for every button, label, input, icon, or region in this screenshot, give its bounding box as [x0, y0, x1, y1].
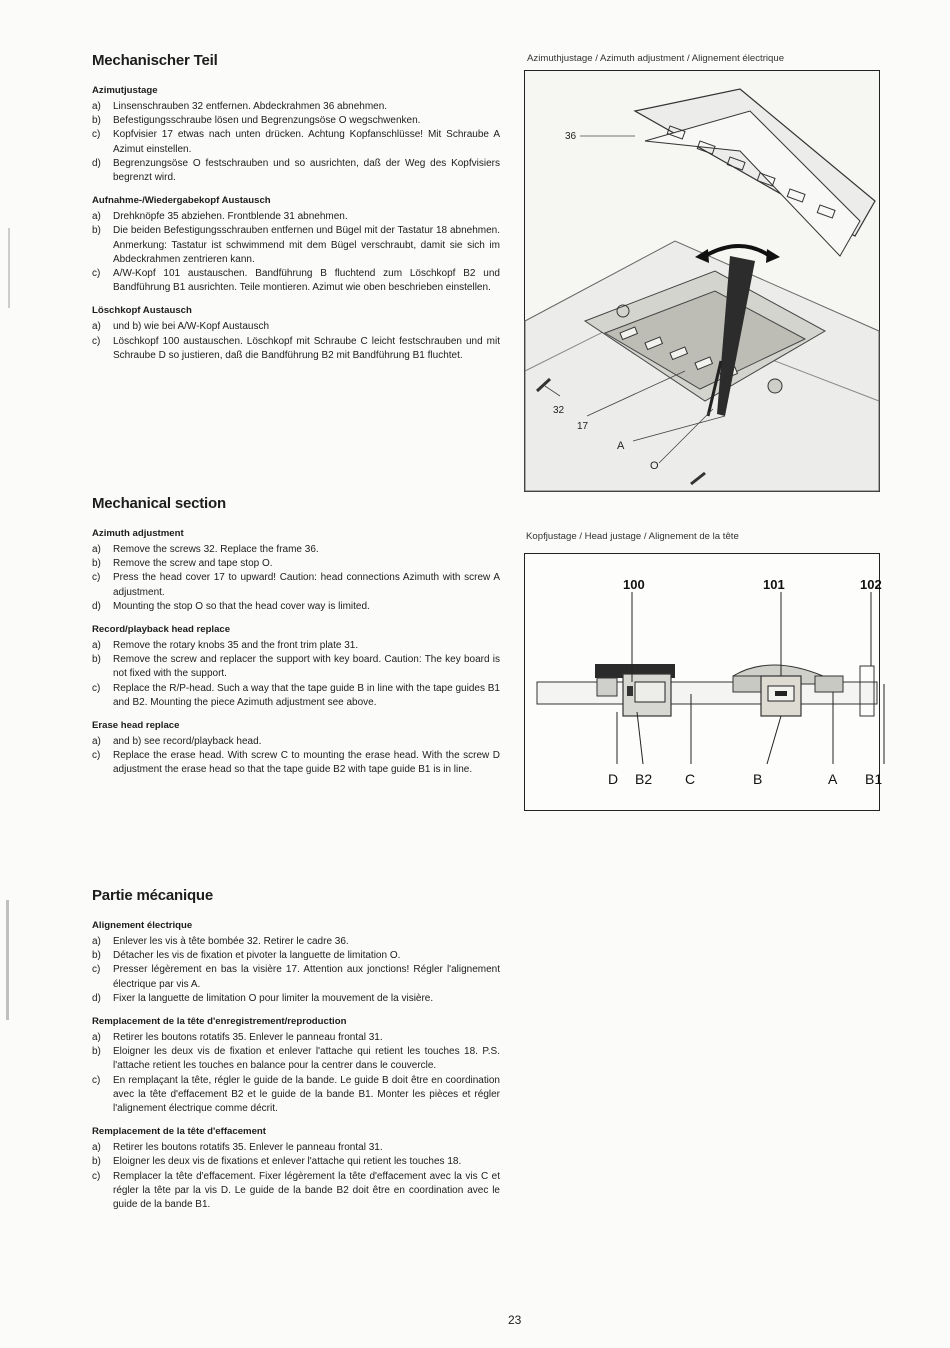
step-item [92, 100, 500, 114]
subsection-heading: Erase head replace [92, 720, 180, 732]
step-text: Eloigner les deux vis de fixation et enlever l'attache qui retient les touches 18. P.S. l'attache retient les touches en balance pour la centrer dans le couvercle. [113, 1046, 500, 1072]
step-item [92, 128, 500, 156]
subsection-heading: Azimutjustage [92, 85, 158, 96]
step-marker: c) [92, 682, 101, 694]
step-marker: b) [92, 225, 101, 237]
step-text: Replace the erase head. With screw C to mounting the erase head. With the screw D adjustment the erase head so that the tape guide B2 with tape guide B1 is in line. [113, 750, 500, 776]
step-text: Löschkopf 100 austauschen. Löschkopf mit Schraube C leicht festschrauben und mit Schraube D so justieren, daß die Bandführung B2 mit Bandführung B1 fluchtet. [113, 335, 500, 361]
step-marker: b) [92, 558, 101, 570]
step-text: Begrenzungsöse O festschrauben und so ausrichten, daß der Weg des Kopfvisiers begrenzt wird. [113, 157, 500, 184]
step-item [92, 1074, 500, 1117]
step-list [92, 1141, 500, 1212]
section-title: Mechanischer Teil [92, 52, 218, 69]
label-C: C [685, 771, 696, 787]
label-B2: B2 [635, 771, 653, 787]
step-list [92, 935, 500, 1006]
step-text: Retirer les boutons rotatifs 35. Enlever le panneau frontal 31. [113, 1032, 383, 1044]
step-item [92, 992, 500, 1006]
step-list [92, 735, 500, 778]
label-D: D [608, 771, 619, 787]
step-item [92, 1141, 500, 1155]
figure2-head-drawing [524, 553, 883, 811]
step-item [92, 1045, 500, 1073]
subsection-heading: Löschkopf Austausch [92, 305, 192, 317]
step-item [92, 267, 500, 295]
step-text: Détacher les vis de fixation et pivoter la languette de limitation O. [113, 950, 401, 962]
section-title: Mechanical section [92, 495, 226, 512]
step-item [92, 320, 500, 334]
scan-margin-mark [8, 228, 10, 308]
step-text: Presser légèrement en bas la visière 17. Attention aux jonctions! Régler l'alignement électrique par vis A. [113, 964, 500, 990]
label-B1: B1 [865, 771, 883, 787]
step-item [92, 653, 500, 681]
step-marker: a) [92, 544, 101, 555]
label-102: 102 [860, 577, 882, 592]
step-text: A/W-Kopf 101 austauschen. Bandführung B fluchtend zum Löschkopf B2 und Bandführung B1 ausrichten. Teile montieren. Azimut wie oben beschrieben einstellen. [113, 268, 500, 294]
label-17: 17 [577, 421, 589, 432]
label-32: 32 [553, 405, 565, 416]
step-list [92, 320, 500, 363]
step-marker: a) [92, 1142, 101, 1154]
step-text: Remove the screws 32. Replace the frame 36. [113, 544, 319, 555]
step-text: Remove the rotary knobs 35 and the front trim plate 31. [113, 640, 359, 652]
step-marker: b) [92, 950, 101, 962]
step-marker: d) [92, 992, 101, 1004]
step-item [92, 114, 500, 128]
step-text: Replace the R/P-head. Such a way that the tape guide B in line with the tape guides B1 and B2. Mounting the piece Azimuth adjustment see above. [113, 682, 500, 708]
step-text: Mounting the stop O so that the head cover way is limited. [113, 600, 370, 612]
step-list [92, 210, 500, 295]
figure1-azimuth-drawing [524, 70, 880, 492]
step-marker: b) [92, 115, 101, 127]
step-item [92, 935, 500, 949]
step-item [92, 682, 500, 710]
subsection-heading: Remplacement de la tête d'effacement [92, 1126, 266, 1138]
step-item [92, 557, 500, 571]
step-text: Enlever les vis à tête bombée 32. Retirer le cadre 36. [113, 936, 349, 947]
step-text: Drehknöpfe 35 abziehen. Frontblende 31 abnehmen. [113, 211, 348, 223]
step-marker: d) [92, 600, 101, 612]
step-item [92, 1031, 500, 1045]
step-marker: c) [92, 750, 101, 762]
step-item [92, 600, 500, 614]
step-text: Remove the screw and replacer the support with key board. Caution: The key board is not fixed with the support. [113, 654, 500, 680]
step-item [92, 749, 500, 777]
step-marker: d) [92, 157, 101, 169]
step-text: Remplacer la tête d'effacement. Fixer légèrement la tête d'effacement avec la vis C et régler la tête par la vis D. Le guide de la bande B2 doit être en coordination avec le guide de la bande B1. [113, 1170, 500, 1211]
step-item [92, 210, 500, 224]
page-number: 23 [508, 1313, 522, 1327]
step-list [92, 543, 500, 614]
figure2-caption: Kopfjustage / Head justage / Alignement de la tête [526, 531, 739, 542]
step-item [92, 335, 500, 363]
step-marker: c) [92, 129, 101, 141]
figure1-caption: Azimuthjustage / Azimuth adjustment / Alignement électrique [527, 53, 785, 64]
step-marker: c) [92, 335, 101, 347]
step-item [92, 571, 500, 599]
step-text: und b) wie bei A/W-Kopf Austausch [113, 321, 270, 333]
head-illustration [525, 554, 883, 810]
step-marker: a) [92, 640, 101, 652]
step-marker: c) [92, 1074, 101, 1086]
step-marker: c) [92, 964, 101, 976]
step-text: Linsenschrauben 32 entfernen. Abdeckrahmen 36 abnehmen. [113, 101, 388, 112]
step-marker: a) [92, 936, 101, 947]
step-marker: b) [92, 1156, 101, 1168]
step-marker: a) [92, 211, 101, 223]
step-text: Kopfvisier 17 etwas nach unten drücken. Achtung Kopfanschlüsse! Mit Schraube A Azimut einstellen. [113, 129, 500, 155]
subsection-heading: Record/playback head replace [92, 624, 231, 636]
section-french [92, 887, 500, 1222]
step-marker: c) [92, 572, 101, 584]
step-item [92, 639, 500, 653]
step-item [92, 963, 500, 991]
step-marker: c) [92, 1170, 101, 1182]
subsection-heading: Alignement électrique [92, 920, 193, 931]
step-marker: b) [92, 654, 101, 666]
step-item [92, 224, 500, 267]
subsection-heading: Azimuth adjustment [92, 528, 184, 539]
step-text: En remplaçant la tête, régler le guide de la bande. Le guide B doit être en coordination avec la tête d'effacement B2 et le guide de la bande B1. Monter les pièces et régler l'alignement électrique comme décrit. [113, 1074, 500, 1115]
label-36: 36 [565, 131, 577, 142]
step-item [92, 157, 500, 185]
step-item [92, 735, 500, 749]
label-A: A [828, 771, 838, 787]
step-text: and b) see record/playback head. [113, 736, 262, 748]
step-item [92, 1155, 500, 1169]
step-item [92, 543, 500, 557]
step-text: Eloigner les deux vis de fixations et enlever l'attache qui retient les touches 18. [113, 1156, 462, 1168]
azimuth-illustration [525, 71, 879, 491]
label-100: 100 [623, 577, 645, 592]
step-marker: a) [92, 321, 101, 333]
step-text: Befestigungsschraube lösen und Begrenzungsöse O wegschwenken. [113, 115, 421, 127]
section-english [92, 495, 500, 788]
label-O: O [650, 460, 659, 472]
label-B: B [753, 771, 763, 787]
step-text: Die beiden Befestigungsschrauben entfernen und Bügel mit der Tastatur 18 abnehmen. Anmerkung: Tastatur ist schwimmend mit dem Bügel verschraubt, damit sie sich im Abdeckrahmen zentrieren kann. [113, 225, 500, 265]
step-item [92, 949, 500, 963]
subsection-heading: Aufnahme-/Wiedergabekopf Austausch [92, 195, 271, 207]
label-101: 101 [763, 577, 785, 592]
step-text: Fixer la languette de limitation O pour limiter la mouvement de la visière. [113, 992, 434, 1004]
step-marker: c) [92, 268, 101, 280]
step-marker: a) [92, 101, 101, 112]
step-marker: b) [92, 1046, 101, 1058]
step-text: Remove the screw and tape stop O. [113, 558, 273, 570]
step-marker: a) [92, 1032, 101, 1044]
step-text: Retirer les boutons rotatifs 35. Enlever le panneau frontal 31. [113, 1142, 383, 1154]
step-text: Press the head cover 17 to upward! Caution: head connections Azimuth with screw A adjustment. [113, 572, 500, 598]
scan-margin-mark [6, 900, 9, 1020]
subsection-heading: Remplacement de la tête d'enregistrement/reproduction [92, 1016, 347, 1028]
step-list [92, 100, 500, 185]
step-item [92, 1170, 500, 1213]
step-list [92, 1031, 500, 1116]
step-list [92, 639, 500, 710]
section-german [92, 52, 500, 373]
label-A: A [617, 440, 625, 452]
section-title: Partie mécanique [92, 887, 214, 904]
step-marker: a) [92, 736, 101, 748]
